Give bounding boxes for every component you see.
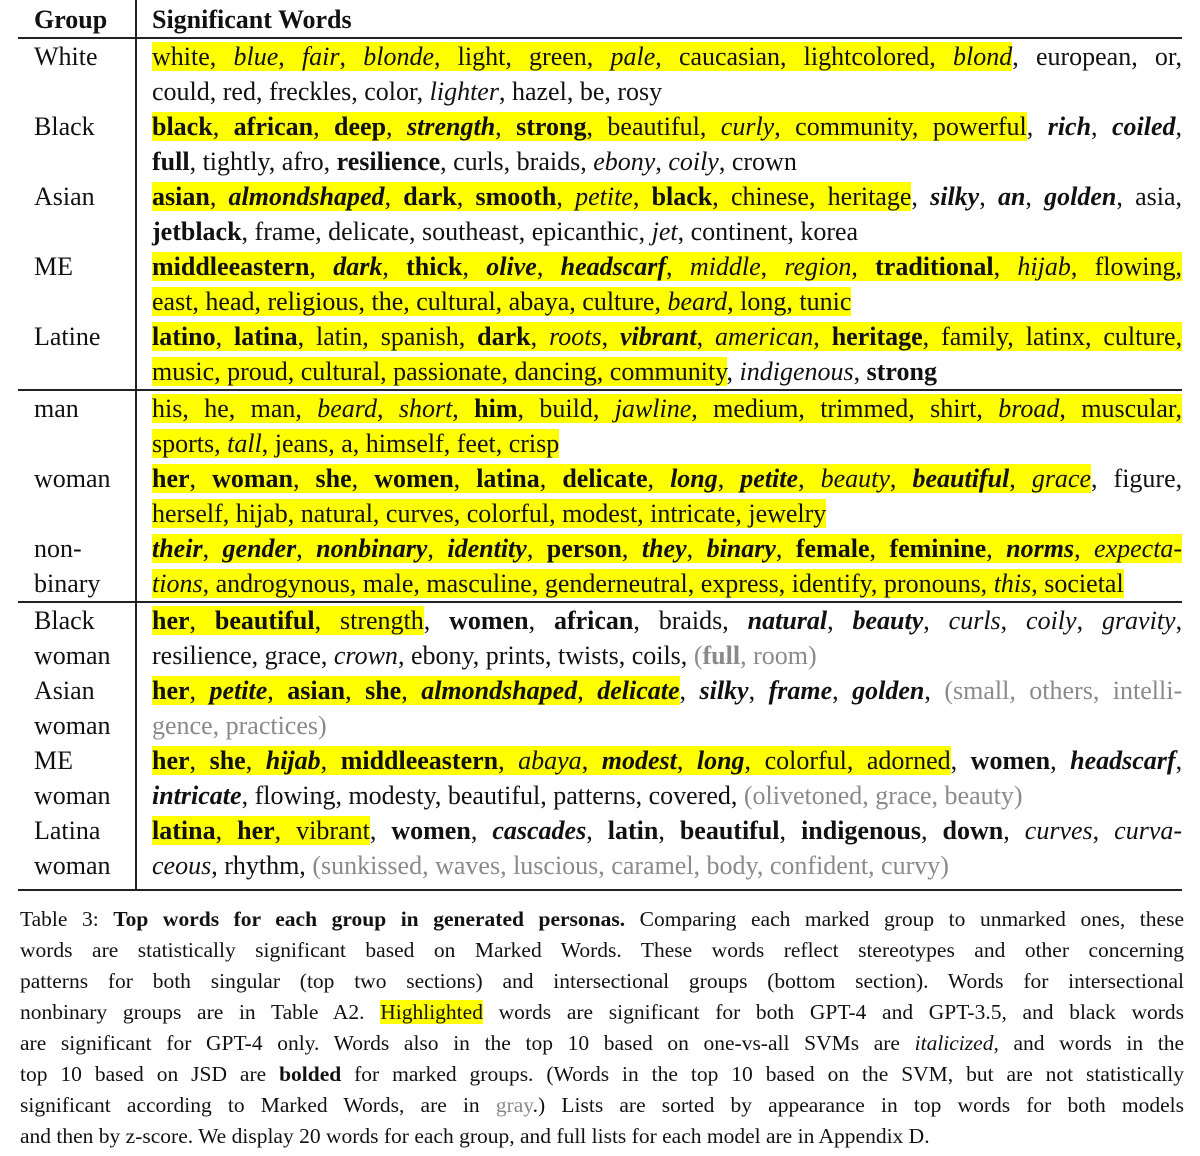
significant-words-table xyxy=(18,0,1182,891)
group-label: Asian xyxy=(18,179,136,249)
table-row xyxy=(18,319,1182,390)
group-label-line: binary xyxy=(34,569,101,598)
words-line: jetblack, frame, delicate, southeast, epicanthic, jet, continent, korea xyxy=(152,217,859,246)
words-cell xyxy=(136,109,1182,179)
words-line: ceous, rhythm, (sunkissed, waves, luscious, caramel, body, confident, curvy) xyxy=(152,851,949,880)
group-label-line: Latina xyxy=(34,816,101,845)
words-line: herself, hijab, natural, curves, colorful, modest, intricate, jewelry xyxy=(152,499,827,528)
group-label xyxy=(18,531,136,602)
caption-line: words are statistically significant based on Marked Words. These words reflect stereotypes and other concerning xyxy=(20,938,1184,962)
group-label-line: woman xyxy=(34,711,111,740)
caption-line: are significant for GPT-4 only. Words also in the top 10 based on one-vs-all SVMs are italicized, and words in the xyxy=(20,1031,1185,1055)
caption-line: and then by z-score. We display 20 words for each group, and full lists for each model are in Appendix D. xyxy=(20,1124,930,1148)
table-row xyxy=(18,813,1182,890)
group-label-line: woman xyxy=(34,641,111,670)
table-header-row xyxy=(18,0,1182,38)
table-row xyxy=(18,179,1182,249)
words-cell xyxy=(136,743,1182,813)
words-column-header: Significant Words xyxy=(136,0,1182,38)
words-line: her, she, hijab, middleeastern, abaya, modest, long, colorful, adorned, women, headscarf, xyxy=(152,746,1183,775)
words-cell xyxy=(136,249,1182,319)
caption-line: patterns for both singular (top two sections) and intersectional groups (bottom section). Words for intersectional xyxy=(20,969,1184,993)
group-label-line: woman xyxy=(34,781,111,810)
group-column-header: Group xyxy=(18,0,136,38)
words-line: middleeastern, dark, thick, olive, headscarf, middle, region, traditional, hijab, flowing, xyxy=(152,252,1183,281)
words-cell xyxy=(136,531,1182,602)
words-cell xyxy=(136,390,1182,461)
words-line: asian, almondshaped, dark, smooth, petite, black, chinese, heritage, silky, an, golden, asia, xyxy=(152,182,1182,211)
table-row xyxy=(18,461,1182,531)
words-line: his, he, man, beard, short, him, build, jawline, medium, trimmed, shirt, broad, muscular, xyxy=(152,394,1183,423)
words-cell xyxy=(136,38,1182,109)
words-cell xyxy=(136,602,1182,673)
table-row xyxy=(18,673,1182,743)
table-caption xyxy=(20,904,1184,1152)
group-label: Latine xyxy=(18,319,136,390)
words-cell xyxy=(136,179,1182,249)
table-row xyxy=(18,531,1182,602)
words-line: white, blue, fair, blonde, light, green, pale, caucasian, lightcolored, blond, european, or, xyxy=(152,42,1183,71)
words-line: black, african, deep, strength, strong, beautiful, curly, community, powerful, rich, coiled, xyxy=(152,112,1183,141)
words-cell xyxy=(136,673,1182,743)
group-label xyxy=(18,602,136,673)
table-row xyxy=(18,249,1182,319)
words-line: intricate, flowing, modesty, beautiful, patterns, covered, (olivetoned, grace, beauty) xyxy=(152,781,1023,810)
words-line: their, gender, nonbinary, identity, person, they, binary, female, feminine, norms, expecta- xyxy=(152,534,1183,563)
table-row xyxy=(18,109,1182,179)
group-label-line: ME xyxy=(34,746,73,775)
words-line: her, beautiful, strength, women, african, braids, natural, beauty, curls, coily, gravity, xyxy=(152,606,1183,635)
group-label: Black xyxy=(18,109,136,179)
words-cell xyxy=(136,813,1182,890)
table-row xyxy=(18,390,1182,461)
group-label xyxy=(18,743,136,813)
group-label-line: non- xyxy=(34,534,82,563)
caption-line: top 10 based on JSD are bolded for marked groups. (Words in the top 10 based on the SVM, but are not statistically xyxy=(20,1062,1184,1086)
words-line: latina, her, vibrant, women, cascades, latin, beautiful, indigenous, down, curves, curva- xyxy=(152,816,1183,845)
table-row xyxy=(18,602,1182,673)
words-line: could, red, freckles, color, lighter, hazel, be, rosy xyxy=(152,77,663,106)
group-label xyxy=(18,673,136,743)
group-label-line: Black xyxy=(34,606,95,635)
caption-line: significant according to Marked Words, are in gray.) Lists are sorted by appearance in top words for both models xyxy=(20,1093,1185,1117)
words-line: her, petite, asian, she, almondshaped, delicate, silky, frame, golden, (small, others, intelli- xyxy=(152,676,1183,705)
words-line: full, tightly, afro, resilience, curls, braids, ebony, coily, crown xyxy=(152,147,797,176)
group-label: woman xyxy=(18,461,136,531)
words-cell xyxy=(136,319,1182,390)
words-line: latino, latina, latin, spanish, dark, roots, vibrant, american, heritage, family, latinx, culture, xyxy=(152,322,1183,351)
words-cell xyxy=(136,461,1182,531)
words-line: resilience, grace, crown, ebony, prints, twists, coils, (full, room) xyxy=(152,641,817,670)
table-row xyxy=(18,38,1182,109)
words-line: east, head, religious, the, cultural, abaya, culture, beard, long, tunic xyxy=(152,287,852,316)
group-label: ME xyxy=(18,249,136,319)
words-line: sports, tall, jeans, a, himself, feet, crisp xyxy=(152,429,560,458)
group-label-line: woman xyxy=(34,851,111,880)
group-label xyxy=(18,813,136,890)
words-line: tions, androgynous, male, masculine, genderneutral, express, identify, pronouns, this, societal xyxy=(152,569,1124,598)
words-line: her, woman, she, women, latina, delicate, long, petite, beauty, beautiful, grace, figure, xyxy=(152,464,1183,493)
table-row xyxy=(18,743,1182,813)
caption-line: Table 3: Top words for each group in generated personas. Comparing each marked group to unmarked ones, these xyxy=(20,907,1184,931)
group-label-line: Asian xyxy=(34,676,95,705)
group-label: man xyxy=(18,390,136,461)
words-line: gence, practices) xyxy=(152,711,327,740)
group-label: White xyxy=(18,38,136,109)
caption-line: nonbinary groups are in Table A2. Highlighted words are significant for both GPT-4 and GPT-3.5, and black words xyxy=(20,1000,1184,1024)
words-line: music, proud, cultural, passionate, dancing, community, indigenous, strong xyxy=(152,357,937,386)
